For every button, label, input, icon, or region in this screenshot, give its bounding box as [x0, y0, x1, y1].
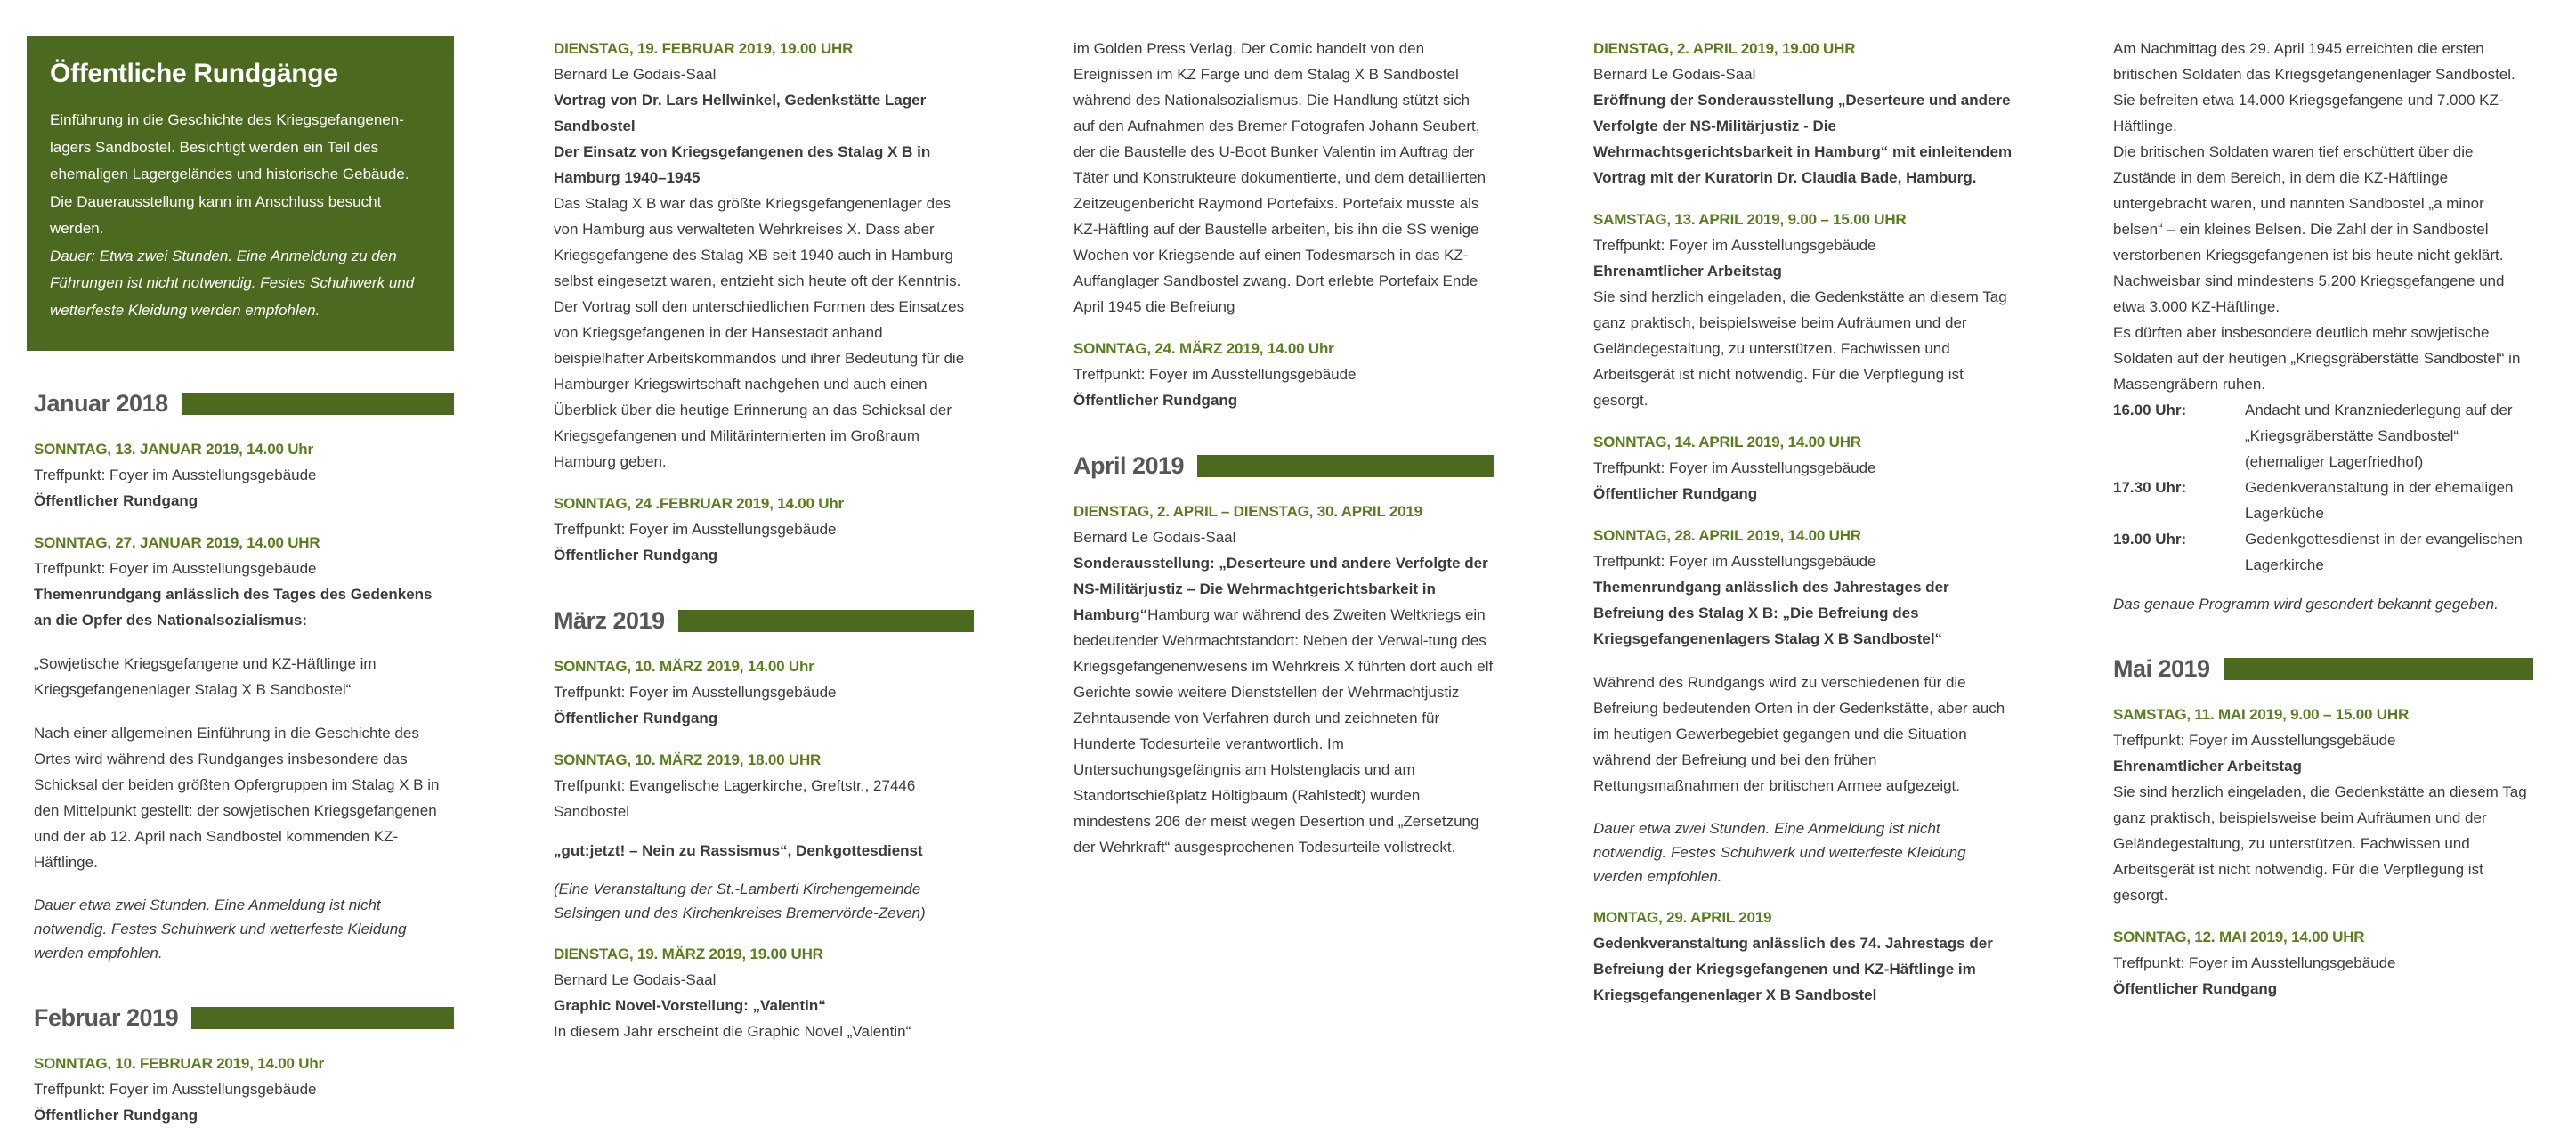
event-date: SONNTAG, 24. MÄRZ 2019, 14.00 Uhr: [1073, 340, 1334, 357]
event-line: Öffentlicher Rundgang: [554, 710, 718, 726]
event-date: DIENSTAG, 19. MÄRZ 2019, 19.00 UHR: [554, 945, 823, 962]
event-line: Treffpunkt: Foyer im Ausstellungsgebäude: [2113, 954, 2396, 971]
event-line: Das Stalag X B war das größte Kriegsgefangenenlager des von Hamburg aus verwalteten Wehrkreises X. Dass aber Kriegsgefangene des Stalag XB seit 1940 auch in Hamburg selbst eingesetzt waren, entzieht sich heute oft der Kenntnis. Der Vortrag soll den unterschiedlichen Formen des Einsatzes von Kriegsgefangenen in der Hansestadt anhand beispielhafter Arbeitskommandos und ihrer Bedeutung für die Hamburger Kriegswirtschaft nachgehen und auch einen Überblick über die heutige Erinnerung an das Schicksal der Kriegsgefangenen und Militärinternierten im Großraum Hamburg geben.: [554, 195, 965, 470]
schedule-time: 19.00 Uhr:: [2113, 531, 2187, 548]
event-line: In diesem Jahr erscheint die Graphic Novel „Valentin“: [554, 1023, 911, 1040]
event-line: Öffentlicher Rundgang: [34, 492, 198, 509]
event-line: Sie sind herzlich eingeladen, die Gedenkstätte an diesem Tag ganz praktisch, beispielsweise beim Aufräumen und der Geländegestaltung, zu unterstützen. Fachwissen und Arbeitsgerät ist nicht notwendig. Für die Verpflegung ist gesorgt.: [1593, 288, 2007, 409]
event-date: SONNTAG, 12. MAI 2019, 14.00 UHR: [2113, 929, 2365, 945]
event-block: [2113, 924, 2533, 1002]
schedule-row: [2113, 526, 2533, 578]
event-block: [554, 491, 974, 568]
event-block: [1593, 523, 2013, 652]
event-line: Der Einsatz von Kriegsgefangenen des Stalag X B in Hamburg 1940–1945: [554, 143, 931, 186]
event-date: SONNTAG, 24 .FEBRUAR 2019, 14.00 Uhr: [554, 495, 844, 512]
event-line: Themenrundgang anlässlich des Tages des Gedenkens an die Opfer des Nationalsozialismus:: [34, 586, 433, 629]
text-run: Sonderausstellung: „Deserteure und andere Verfolgte der NS-Militärjustiz – Die Wehrmachtgerichtsbarkeit in Hamburg“: [1073, 555, 1488, 623]
event-date: DIENSTAG, 2. APRIL 2019, 19.00 UHR: [1593, 40, 1856, 57]
event-line: Themenrundgang anlässlich des Jahrestages der Befreiung des Stalag X B: „Die Befreiung des Kriegsgefangenenlagers Stalag X B Sandbostel“: [1593, 579, 1949, 647]
month-label: Mai 2019: [2113, 655, 2210, 682]
event-line: Bernard Le Godais-Saal: [554, 66, 717, 83]
event-line: Es dürften aber insbesondere deutlich mehr sowjetische Soldaten auf der heutigen „Kriegsgräberstätte Sandbostel“ in Massengräbern ruhen.: [2113, 324, 2521, 393]
event-block: [1593, 429, 2013, 507]
event-date: SONNTAG, 10. FEBRUAR 2019, 14.00 Uhr: [34, 1055, 324, 1072]
event-date: SAMSTAG, 11. MAI 2019, 9.00 – 15.00 UHR: [2113, 706, 2410, 723]
event-date: SONNTAG, 14. APRIL 2019, 14.00 UHR: [1593, 434, 1861, 450]
event-date: SONNTAG, 27. JANUAR 2019, 14.00 UHR: [34, 534, 320, 551]
event-line: Treffpunkt: Foyer im Ausstellungsgebäude: [1593, 237, 1876, 254]
month-bar-decoration: [2224, 658, 2533, 680]
event-line: Treffpunkt: Foyer im Ausstellungsgebäude: [1593, 553, 1876, 570]
paragraph: im Golden Press Verlag. Der Comic handelt von den Ereignissen im KZ Farge und dem Stalag X B Sandbostel während des Nationalsozialismus. Die Handlung stützt sich auf den Aufnahmen des Bremer Fotografen Johann Seubert, der die Baustelle des U-Boot Bunker Valentin im Auftrag der Täter und Konstrukteure dokumentierte, und dem detaillierten Zeitzeugenbericht Raymond Portefaixs. Portefaix musste als KZ-Häftling auf der Baustelle arbeiten, bis ihn die SS wenige Wochen vor Kriegsende auf einen Todesmarsch in das KZ-Auffanglager Sandbostel zwang. Dort erlebte Portefaix Ende April 1945 die Befreiung: [1073, 40, 1486, 315]
paragraph: Dauer etwa zwei Stunden. Eine Anmeldung ist nicht notwendig. Festes Schuhwerk und wetterfeste Kleidung werden empfohlen.: [1593, 820, 1966, 885]
month-header: [554, 607, 974, 634]
event-line: Treffpunkt: Evangelische Lagerkirche, Greftstr., 27446 Sandbostel: [554, 777, 916, 820]
event-block: [34, 1051, 454, 1128]
event-line: Ehrenamtlicher Arbeitstag: [2113, 758, 2302, 775]
event-line: Die britischen Soldaten waren tief erschüttert über die Zustände in dem Bereich, in dem die KZ-Häftlinge untergebracht waren, und nannten Sandbostel „a minor belsen“ – ein kleines Belsen. Die Zahl der in Sandbostel verstorbenen Kriegsgefangenen ist bis heute nicht geklärt. Nachweisbar sind mindestens 5.200 Kriegsgefangene und etwa 3.000 KZ-Häftlinge.: [2113, 143, 2505, 315]
event-line: Treffpunkt: Foyer im Ausstellungsgebäude: [554, 684, 837, 701]
event-line: Öffentlicher Rundgang: [34, 1107, 198, 1124]
event-block: [34, 530, 454, 633]
paragraph: „Sowjetische Kriegsgefangene und KZ-Häftlinge im Kriegsgefangenenlager Stalag X B Sandbostel“: [34, 655, 377, 698]
paragraph: Während des Rundgangs wird zu verschiedenen für die Befreiung bedeutenden Orten in der Gedenkstätte, aber auch im heutigen Gewerbegebiet gegangen und die Situation während der Befreiung und bei den frühen Rettungsmaßnahmen der britischen Armee aufgezeigt.: [1593, 674, 2005, 794]
month-bar-decoration: [191, 1007, 454, 1029]
text-run: Hamburg war während des Zweiten Weltkriegs ein bedeutender Wehrmachtstandort: Neben der Verwal-tung des Kriegsgefangenenwesens im Wehrkreis X führten dort auch elf Gerichte sowie weitere Dienststellen der Wehrmachtjustiz Zehntausende von Verfahren durch und zeichneten für Hunderte Todesurteile verantwortlich. Im Untersuchungsgefängnis am Holstenglacis und am Standortschießplatz Höltigbaum (Rahlstedt) wurden mindestens 206 der meist wegen Desertion und „Zersetzung der Wehrkraft“ ausgesprochenen Todesurteile vollstreckt.: [1073, 606, 1494, 856]
event-date: SONNTAG, 28. APRIL 2019, 14.00 UHR: [1593, 527, 1861, 544]
event-line: Treffpunkt: Foyer im Ausstellungsgebäude: [34, 560, 317, 577]
column: [1593, 36, 2013, 1104]
event-date: SONNTAG, 13. JANUAR 2019, 14.00 Uhr: [34, 441, 313, 458]
column: [34, 36, 454, 1124]
event-block: [1593, 905, 2013, 1008]
event-line: Sie sind herzlich eingeladen, die Gedenkstätte an diesem Tag ganz praktisch, beispielsweise beim Aufräumen und der Geländegestaltung, zu unterstützen. Fachwissen und Arbeitsgerät ist nicht notwendig. Für die Verpflegung ist gesorgt.: [2113, 783, 2527, 904]
event-line: Eröffnung der Sonderausstellung „Deserteure und andere Verfolgte der NS-Militärjustiz - Die Wehrmachtsgerichtsbarkeit in Hamburg“ mit einleitendem Vortrag mit der Kuratorin Dr. Claudia Bade, Hamburg.: [1593, 92, 2013, 186]
paragraph: Nach einer allgemeinen Einführung in die Geschichte des Ortes wird während des Rundganges insbesondere das Schicksal der beiden größten Opfergruppen im Stalag X B in den Mittelpunkt gestellt: der sowjetischen Kriegsgefangenen und der ab 12. April nach Sandbostel kommenden KZ-Häftlinge.: [34, 725, 440, 871]
event-line: Öffentlicher Rundgang: [1073, 392, 1238, 409]
event-line: Treffpunkt: Foyer im Ausstellungsgebäude: [1593, 459, 1876, 476]
info-box-text: Einführung in die Geschichte des Kriegsgefangenenlagers Sandbostel. Besichtigt werden ein Teil des ehemaligen Lagergeländes und historische Gebäude. Die Dauerausstellung kann im Anschluss besucht werden.: [50, 111, 409, 237]
event-block: [554, 36, 974, 475]
schedule-desc: Andacht und Kranzniederlegung auf der „Kriegsgräberstätte Sandbostel“ (ehemaliger Lagerfriedhof): [2245, 402, 2513, 470]
event-date: MONTAG, 29. APRIL 2019: [1593, 909, 1772, 926]
event-block: [34, 436, 454, 514]
event-line: „gut:jetzt! – Nein zu Rassismus“, Denkgottesdienst: [554, 842, 923, 859]
schedule-time: 16.00 Uhr:: [2113, 402, 2187, 418]
month-bar-decoration: [1197, 455, 1494, 477]
column: [2113, 36, 2533, 1104]
schedule-time: 17.30 Uhr:: [2113, 479, 2187, 496]
schedule-desc: Gedenkveranstaltung in der ehemaligen Lagerküche: [2245, 479, 2514, 522]
event-block: [2113, 702, 2533, 908]
event-block: [554, 941, 974, 1044]
event-date: SAMSTAG, 13. APRIL 2019, 9.00 – 15.00 UHR: [1593, 211, 1907, 228]
event-line: Öffentlicher Rundgang: [1593, 485, 1758, 502]
event-block: [1073, 499, 1494, 860]
month-bar-decoration: [182, 393, 454, 415]
event-date: DIENSTAG, 2. APRIL – DIENSTAG, 30. APRIL 2019: [1073, 503, 1422, 520]
event-line: Bernard Le Godais-Saal: [554, 971, 717, 988]
month-label: Februar 2019: [34, 1004, 179, 1031]
event-date: DIENSTAG, 19. FEBRUAR 2019, 19.00 UHR: [554, 40, 854, 57]
schedule: [2113, 397, 2533, 578]
month-label: Januar 2018: [34, 390, 168, 417]
event-block: [554, 653, 974, 731]
schedule-row: [2113, 397, 2533, 475]
column: [554, 36, 974, 1104]
event-line: Am Nachmittag des 29. April 1945 erreichten die ersten britischen Soldaten das Kriegsgefangenenlager Sandbostel. Sie befreiten etwa 14.000 Kriegsgefangene und 7.000 KZ-Häftlinge.: [2113, 40, 2515, 134]
event-line: Treffpunkt: Foyer im Ausstellungsgebäude: [554, 521, 837, 538]
text-block: [2113, 36, 2533, 397]
info-box-note: Dauer: Etwa zwei Stunden. Eine Anmeldung zu den Führungen ist nicht notwendig. Festes Schuhwerk und wetterfeste Kleidung werden empfohlen.: [50, 247, 415, 319]
info-box-title: Öffentliche Rundgänge: [50, 59, 338, 88]
month-label: April 2019: [1073, 452, 1185, 479]
month-header: [2113, 655, 2533, 682]
event-block: [1593, 207, 2013, 413]
event-line: (Eine Veranstaltung der St.-Lamberti Kirchengemeinde Selsingen und des Kirchenkreises Bremervörde-Zeven): [554, 880, 926, 921]
event-block: [1073, 336, 1494, 413]
month-header: [34, 1004, 454, 1031]
column: [1073, 36, 1494, 1104]
month-header: [34, 390, 454, 417]
info-box: [27, 36, 454, 351]
event-line: Treffpunkt: Foyer im Ausstellungsgebäude: [34, 1081, 317, 1098]
schedule-desc: Gedenkgottesdienst in der evangelischen Lagerkirche: [2245, 531, 2523, 573]
paragraph: Dauer etwa zwei Stunden. Eine Anmeldung ist nicht notwendig. Festes Schuhwerk und wetterfeste Kleidung werden empfohlen.: [34, 897, 407, 962]
event-line: [1073, 550, 1494, 860]
event-line: Treffpunkt: Foyer im Ausstellungsgebäude: [2113, 732, 2396, 749]
event-block: [554, 747, 974, 925]
event-line: Bernard Le Godais-Saal: [1073, 529, 1236, 546]
event-line: Gedenkveranstaltung anlässlich des 74. Jahrestags der Befreiung der Kriegsgefangenen und KZ-Häftlinge im Kriegsgefangenenlager X B Sandbostel: [1593, 935, 1993, 1003]
event-date: SONNTAG, 10. MÄRZ 2019, 18.00 UHR: [554, 751, 822, 768]
paragraph: Das genaue Programm wird gesondert bekannt gegeben.: [2113, 596, 2499, 613]
month-header: [1073, 452, 1494, 479]
event-line: Treffpunkt: Foyer im Ausstellungsgebäude: [34, 467, 317, 483]
event-block: [1593, 36, 2013, 191]
event-date: SONNTAG, 10. MÄRZ 2019, 14.00 Uhr: [554, 658, 814, 675]
event-line: Vortrag von Dr. Lars Hellwinkel, Gedenkstätte Lager Sandbostel: [554, 92, 927, 134]
month-bar-decoration: [678, 610, 974, 632]
event-line: Öffentlicher Rundgang: [2113, 980, 2278, 997]
event-line: Bernard Le Godais-Saal: [1593, 66, 1756, 83]
event-line: Graphic Novel-Vorstellung: „Valentin“: [554, 997, 826, 1014]
event-line: Treffpunkt: Foyer im Ausstellungsgebäude: [1073, 366, 1357, 383]
schedule-row: [2113, 475, 2533, 526]
event-line: Öffentlicher Rundgang: [554, 547, 718, 564]
event-line: Ehrenamtlicher Arbeitstag: [1593, 263, 1782, 280]
month-label: März 2019: [554, 607, 665, 634]
